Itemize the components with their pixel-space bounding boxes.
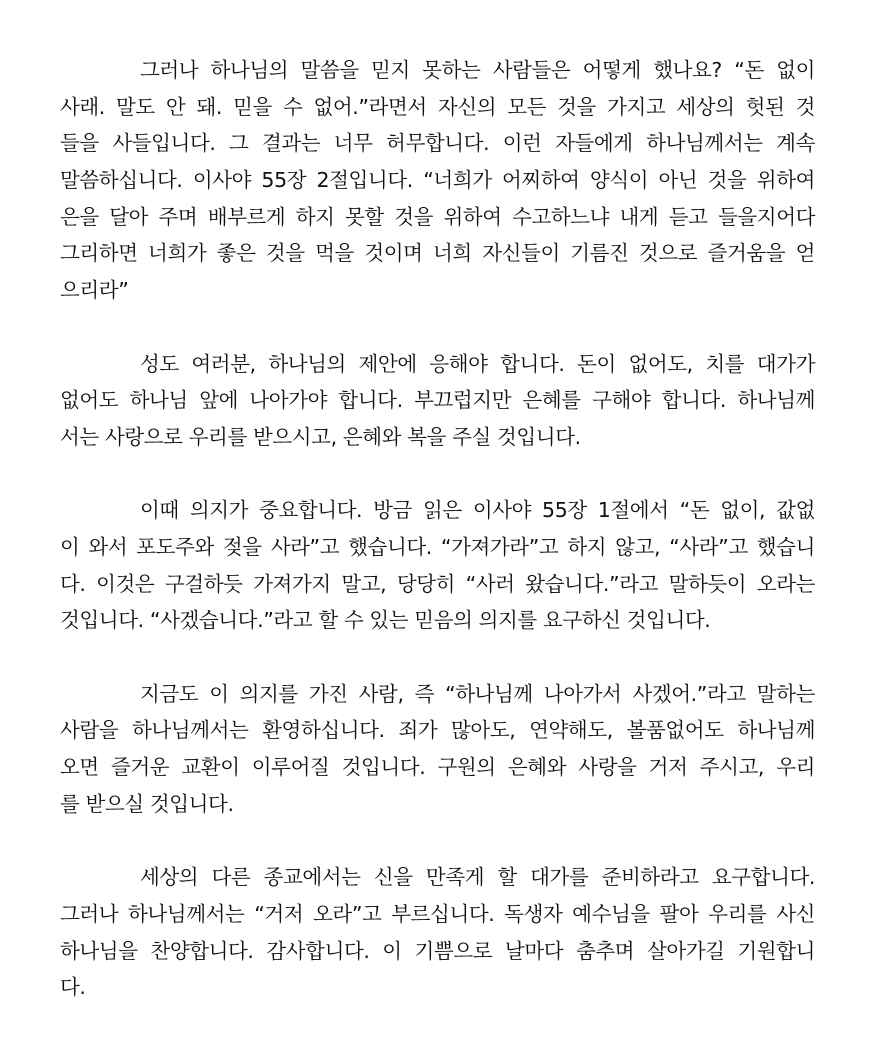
text-line: 은을 달아 주며 배부르게 하지 못할 것을 위하여 수고하느냐 내게 듣고 들을지어다	[60, 204, 815, 229]
text-line: 를 받으실 것입니다.	[60, 791, 234, 816]
text-line: 이때 의지가 중요합니다. 방금 읽은 이사야 55장 1절에서 “돈 없이, 값없	[140, 498, 815, 523]
text-line: 오면 즐거운 교환이 이루어질 것입니다. 구원의 은혜와 사랑을 거저 주시고, 우리	[60, 755, 815, 780]
text-line: 지금도 이 의지를 가진 사람, 즉 “하나님께 나아가서 사겠어.”라고 말하는	[140, 681, 815, 706]
paragraph-4	[60, 676, 815, 823]
text-line: 이 와서 포도주와 젖을 사라”고 했습니다. “가져가라”고 하지 않고, “사라”고 했습니	[60, 534, 815, 559]
text-line: 그러나 하나님께서는 “거저 오라”고 부르십니다. 독생자 예수님을 팔아 우리를 사신	[60, 901, 815, 926]
text-line: 없어도 하나님 앞에 나아가야 합니다. 부끄럽지만 은혜를 구해야 합니다. 하나님께	[60, 388, 815, 413]
text-line: 사래. 말도 안 돼. 믿을 수 없어.”라면서 자신의 모든 것을 가지고 세상의 헛된 것	[60, 94, 815, 119]
text-line: 으리라”	[60, 278, 129, 303]
text-line: 말씀하십니다. 이사야 55장 2절입니다. “너희가 어찌하여 양식이 아닌 것을 위하여	[60, 168, 815, 193]
text-line: 사람을 하나님께서는 환영하십니다. 죄가 많아도, 연약해도, 볼품없어도 하나님께	[60, 718, 815, 743]
text-line: 세상의 다른 종교에서는 신을 만족게 할 대가를 준비하라고 요구합니다.	[140, 865, 815, 890]
text-line: 들을 사들입니다. 그 결과는 너무 허무합니다. 이런 자들에게 하나님께서는 계속	[60, 131, 815, 156]
paragraph-2	[60, 346, 815, 456]
text-line: 것입니다. “사겠습니다.”라고 할 수 있는 믿음의 의지를 요구하신 것입니다.	[60, 608, 711, 633]
text-line: 성도 여러분, 하나님의 제안에 응해야 합니다. 돈이 없어도, 치를 대가가	[140, 351, 815, 376]
text-line: 그러나 하나님의 말씀을 믿지 못하는 사람들은 어떻게 했나요? “돈 없이	[140, 58, 815, 82]
paragraph-1	[60, 52, 815, 309]
paragraph-5	[60, 859, 815, 1006]
paragraph-3	[60, 492, 815, 639]
document-body	[60, 52, 815, 1043]
text-line: 다.	[60, 975, 86, 1000]
text-line: 하나님을 찬양합니다. 감사합니다. 이 기쁨으로 날마다 춤추며 살아가길 기원합니	[60, 938, 815, 963]
text-line: 그리하면 너희가 좋은 것을 먹을 것이며 너희 자신들이 기름진 것으로 즐거움을 얻	[60, 241, 815, 266]
text-line: 서는 사랑으로 우리를 받으시고, 은혜와 복을 주실 것입니다.	[60, 424, 581, 449]
text-line: 다. 이것은 구걸하듯 가져가지 말고, 당당히 “사러 왔습니다.”라고 말하듯이 오라는	[60, 571, 815, 596]
